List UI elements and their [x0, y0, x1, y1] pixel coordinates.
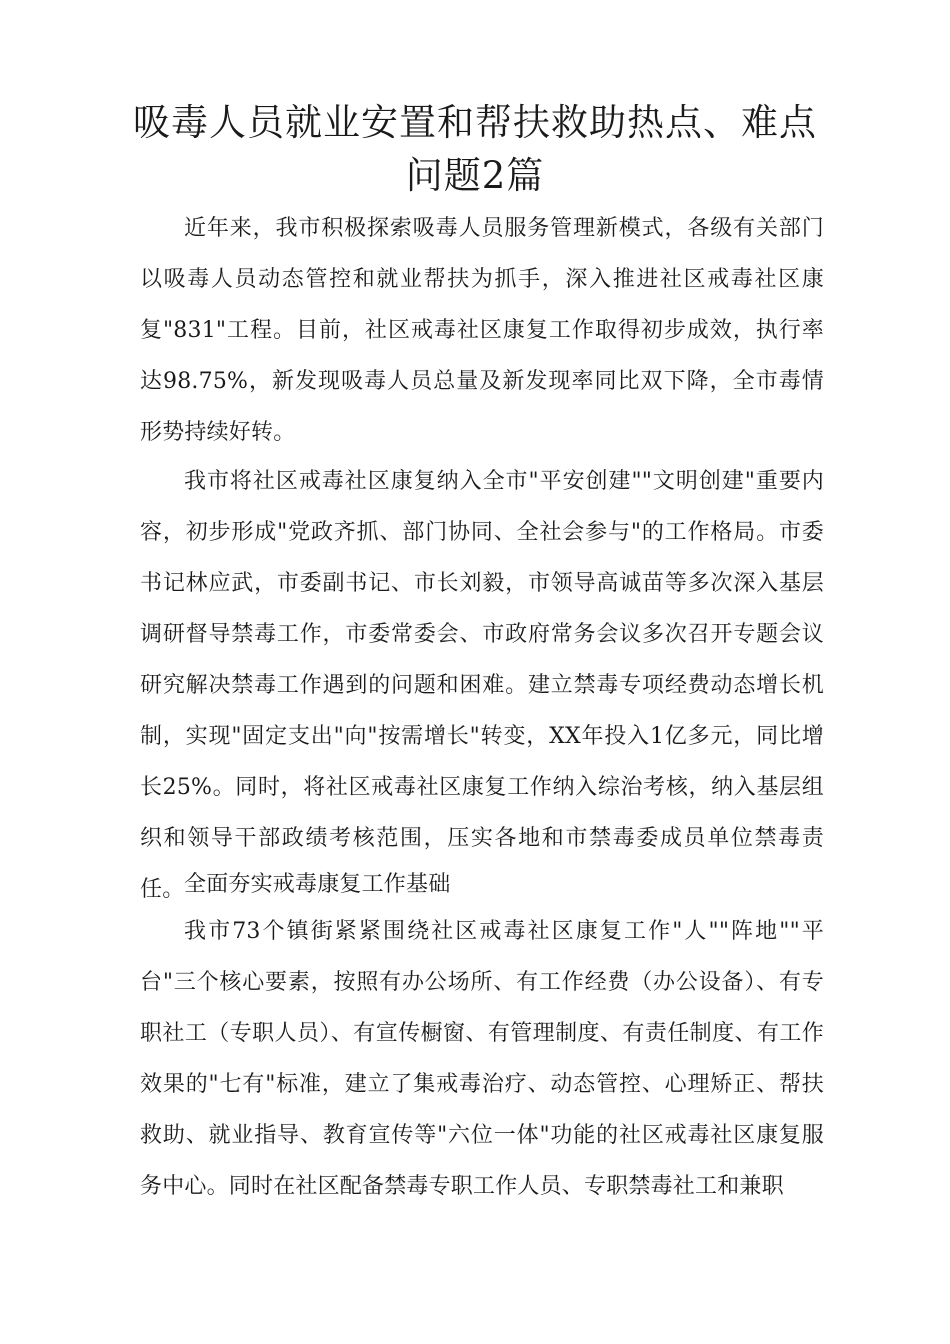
section-heading: 全面夯实戒毒康复工作基础 [184, 872, 451, 897]
paragraph-intro: 近年来，我市积极探索吸毒人员服务管理新模式，各级有关部门以吸毒人员动态管控和就业帮扶为抓手，深入推进社区戒毒社区康复"831"工程。目前，社区戒毒社区康复工作取得初步成效，执行率达98.75%，新发现吸毒人员总量及新发现率同比双下降，全市毒情形势持续好转。 [140, 216, 824, 445]
paragraph-foundation: 我市73个镇街紧紧围绕社区戒毒社区康复工作"人""阵地""平台"三个核心要素，按照有办公场所、有工作经费（办公设备）、有专职社工（专职人员）、有宣传橱窗、有管理制度、有责任制度、有工作效果的"七有"标准，建立了集戒毒治疗、动态管控、心理矫正、帮扶救助、就业指导、教育宣传等"六位一体"功能的社区戒毒社区康复服务中心。同时在社区配备禁毒专职工作人员、专职禁毒社工和兼职 [140, 919, 824, 1199]
document-title: 吸毒人员就业安置和帮扶救助热点、难点问题2篇 [133, 101, 817, 197]
paragraph-leadership: 我市将社区戒毒社区康复纳入全市"平安创建""文明创建"重要内容，初步形成"党政齐抓、部门协同、全社会参与"的工作格局。市委书记林应武，市委副书记、市长刘毅，市领导高诚苗等多次深入基层调研督导禁毒工作，市委常委会、市政府常务会议多次召开专题会议研究解决禁毒工作遇到的问题和困难。建立禁毒专项经费动态增长机制，实现"固定支出"向"按需增长"转变，XX年投入1亿多元，同比增长25%。同时，将社区戒毒社区康复工作纳入综治考核，纳入基层组织和领导干部政绩考核范围，压实各地和市禁毒委成员单位禁毒责任。 [140, 469, 824, 902]
